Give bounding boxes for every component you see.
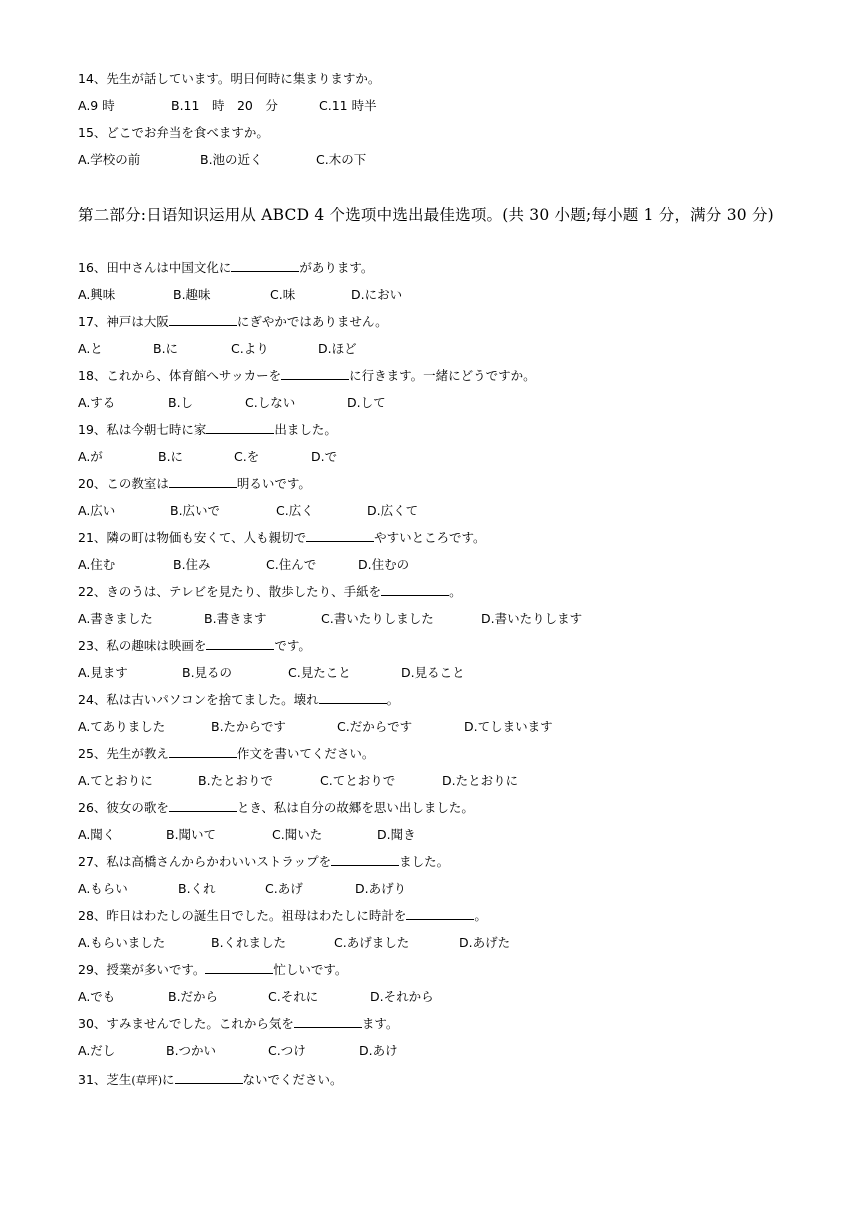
question-text: 。	[474, 908, 487, 923]
answer-blank[interactable]	[206, 422, 274, 434]
option-a[interactable]: A.広い	[78, 503, 116, 518]
question-text: 23、私の趣味は映画を	[78, 638, 207, 653]
options-14	[78, 98, 778, 114]
answer-blank[interactable]	[169, 314, 237, 326]
answer-blank[interactable]	[175, 1072, 243, 1084]
option-b[interactable]: B.11 時 20 分	[171, 98, 278, 113]
option-a[interactable]: A.が	[78, 449, 103, 464]
option-b[interactable]: B.広いで	[170, 503, 221, 518]
answer-blank[interactable]	[294, 1016, 362, 1028]
section-heading: 第二部分:日语知识运用从 ABCD 4 个选项中选出最佳选项。(共 30 小题;每小题 1 分，满分 30 分)	[78, 206, 774, 224]
options-30	[78, 1043, 778, 1059]
question-23	[78, 638, 311, 654]
option-a[interactable]: A.9 時	[78, 98, 115, 113]
options-29	[78, 989, 778, 1005]
answer-blank[interactable]	[406, 908, 474, 920]
options-28	[78, 935, 778, 951]
question-text: ます。	[361, 1016, 399, 1031]
option-a[interactable]: A.だし	[78, 1043, 116, 1058]
option-b[interactable]: B.に	[153, 341, 179, 356]
option-c[interactable]: C.味	[270, 287, 296, 302]
option-c[interactable]: C.あげ	[265, 881, 303, 896]
answer-blank[interactable]	[205, 962, 273, 974]
question-text: 明るいです。	[236, 476, 311, 491]
question-15	[78, 125, 269, 141]
question-30	[78, 1016, 398, 1032]
option-d[interactable]: D.あげり	[355, 881, 407, 896]
question-27	[78, 854, 449, 870]
option-c[interactable]: C.聞いた	[272, 827, 323, 842]
option-c[interactable]: C.11 時半	[319, 98, 377, 113]
option-d[interactable]: D.して	[347, 395, 386, 410]
question-22	[78, 584, 462, 600]
options-27	[78, 881, 778, 897]
question-text: とき、私は自分の故郷を思い出しました。	[236, 800, 474, 815]
options-26	[78, 827, 778, 843]
question-text: 忙しいです。	[273, 962, 348, 977]
option-a[interactable]: A.聞く	[78, 827, 116, 842]
question-text: ました。	[399, 854, 450, 869]
answer-blank[interactable]	[206, 638, 274, 650]
option-d[interactable]: D.それから	[370, 989, 434, 1004]
option-b[interactable]: B.書きます	[204, 611, 267, 626]
question-text: にぎやかではありません。	[236, 314, 388, 329]
option-d[interactable]: D.広くて	[367, 503, 419, 518]
option-c[interactable]: C.つけ	[268, 1043, 306, 1058]
option-b[interactable]: B.趣味	[173, 287, 211, 302]
question-18	[78, 368, 536, 384]
option-a[interactable]: A.書きました	[78, 611, 153, 626]
question-text: 25、先生が教え	[78, 746, 169, 761]
option-d[interactable]: D.てしまいます	[464, 719, 553, 734]
question-20	[78, 476, 311, 492]
question-16	[78, 260, 373, 276]
option-c[interactable]: C.てとおりで	[320, 773, 396, 788]
answer-blank[interactable]	[306, 530, 374, 542]
options-15	[78, 152, 778, 168]
question-text: やすいところです。	[374, 530, 486, 545]
question-text: 21、隣の町は物価も安くて、人も親切で	[78, 530, 307, 545]
question-text: 出ました。	[274, 422, 337, 437]
answer-blank[interactable]	[281, 368, 349, 380]
option-b[interactable]: B.見るの	[182, 665, 233, 680]
option-a[interactable]: A.住む	[78, 557, 116, 572]
options-16	[78, 287, 778, 303]
option-b[interactable]: B.聞いて	[166, 827, 217, 842]
option-b[interactable]: B.だから	[168, 989, 219, 1004]
question-21	[78, 530, 486, 546]
question-19	[78, 422, 337, 438]
question-text: 。	[386, 692, 400, 707]
option-b[interactable]: B.し	[168, 395, 194, 410]
question-25	[78, 746, 374, 762]
options-25	[78, 773, 778, 789]
option-d[interactable]: D.書いたりします	[481, 611, 583, 626]
question-text: 19、私は今朝七時に家	[78, 422, 207, 437]
answer-blank[interactable]	[169, 800, 237, 812]
option-d[interactable]: D.たとおりに	[442, 773, 519, 788]
option-d[interactable]: D.ほど	[318, 341, 357, 356]
answer-blank[interactable]	[231, 260, 299, 272]
answer-blank[interactable]	[169, 476, 237, 488]
question-text: 14、先生が話しています。明日何時に集まりますか。	[78, 71, 381, 86]
option-a[interactable]: A.学校の前	[78, 152, 141, 167]
option-c[interactable]: C.書いたりしました	[321, 611, 434, 626]
option-c[interactable]: C.あげました	[334, 935, 410, 950]
option-d[interactable]: D.で	[311, 449, 338, 464]
option-b[interactable]: B.に	[158, 449, 184, 464]
question-text: 24、私は古いパソコンを捨てました。壊れ	[78, 692, 319, 707]
option-b[interactable]: B.つかい	[166, 1043, 217, 1058]
question-text: 30、すみませんでした。これから気を	[78, 1016, 294, 1031]
options-22	[78, 611, 778, 627]
question-text: 16、田中さんは中国文化に	[78, 260, 232, 275]
question-text: です。	[274, 638, 311, 653]
option-a[interactable]: A.と	[78, 341, 103, 356]
option-a[interactable]: A.見ます	[78, 665, 128, 680]
question-text: に	[162, 1072, 175, 1087]
question-text: 20、この教室は	[78, 476, 169, 491]
option-c[interactable]: C.だからです	[337, 719, 413, 734]
question-text: 15、どこでお弁当を食べますか。	[78, 125, 269, 140]
option-c[interactable]: C.住んで	[266, 557, 317, 572]
option-c[interactable]: C.しない	[245, 395, 296, 410]
question-24	[78, 692, 399, 708]
answer-blank[interactable]	[331, 854, 399, 866]
question-text: 29、授業が多いです。	[78, 962, 206, 977]
answer-blank[interactable]	[319, 692, 387, 704]
question-text: 26、彼女の歌を	[78, 800, 169, 815]
question-text: 18、これから、体育館へサッカーを	[78, 368, 282, 383]
option-d[interactable]: D.におい	[351, 287, 403, 302]
option-b[interactable]: B.くれ	[178, 881, 216, 896]
question-text: 17、神戸は大阪	[78, 314, 169, 329]
options-19	[78, 449, 778, 465]
question-17	[78, 314, 388, 330]
option-c[interactable]: C.を	[234, 449, 260, 464]
options-20	[78, 503, 778, 519]
option-d[interactable]: D.あけ	[359, 1043, 398, 1058]
option-b[interactable]: B.たとおりで	[198, 773, 274, 788]
option-b[interactable]: B.池の近く	[200, 152, 263, 167]
option-b[interactable]: B.くれました	[211, 935, 287, 950]
option-a[interactable]: A.もらいました	[78, 935, 166, 950]
option-d[interactable]: D.住むの	[358, 557, 410, 572]
option-c[interactable]: C.木の下	[316, 152, 367, 167]
options-17	[78, 341, 778, 357]
question-text: 31、芝生	[78, 1072, 132, 1087]
option-a[interactable]: A.興味	[78, 287, 116, 302]
option-a[interactable]: A.てとおりに	[78, 773, 153, 788]
option-d[interactable]: D.あげた	[459, 935, 511, 950]
question-annotation: (草坪)	[131, 1074, 162, 1087]
option-a[interactable]: A.でも	[78, 989, 116, 1004]
option-a[interactable]: A.する	[78, 395, 116, 410]
options-24	[78, 719, 778, 735]
options-18	[78, 395, 778, 411]
option-c[interactable]: C.広く	[276, 503, 314, 518]
option-c[interactable]: C.より	[231, 341, 269, 356]
question-29	[78, 962, 347, 978]
question-text: 27、私は高橋さんからかわいいストラップを	[78, 854, 332, 869]
answer-blank[interactable]	[169, 746, 237, 758]
option-d[interactable]: D.聞き	[377, 827, 416, 842]
question-text: に行きます。一緒にどうですか。	[349, 368, 536, 383]
option-a[interactable]: A.もらい	[78, 881, 128, 896]
question-28	[78, 908, 487, 924]
question-text: 。	[449, 584, 462, 599]
question-31	[78, 1072, 343, 1089]
option-a[interactable]: A.てありました	[78, 719, 166, 734]
options-21	[78, 557, 778, 573]
option-b[interactable]: B.たからです	[211, 719, 286, 734]
option-c[interactable]: C.見たこと	[288, 665, 351, 680]
option-b[interactable]: B.住み	[173, 557, 211, 572]
question-text: 22、きのうは、テレビを見たり、散歩したり、手紙を	[78, 584, 382, 599]
option-c[interactable]: C.それに	[268, 989, 319, 1004]
question-text: ないでください。	[242, 1072, 343, 1087]
question-26	[78, 800, 474, 816]
question-14	[78, 71, 380, 87]
question-text: 28、昨日はわたしの誕生日でした。祖母はわたしに時計を	[78, 908, 407, 923]
options-23	[78, 665, 778, 681]
answer-blank[interactable]	[381, 584, 449, 596]
question-text: 作文を書いてください。	[236, 746, 375, 761]
option-d[interactable]: D.見ること	[401, 665, 465, 680]
question-text: があります。	[299, 260, 374, 275]
